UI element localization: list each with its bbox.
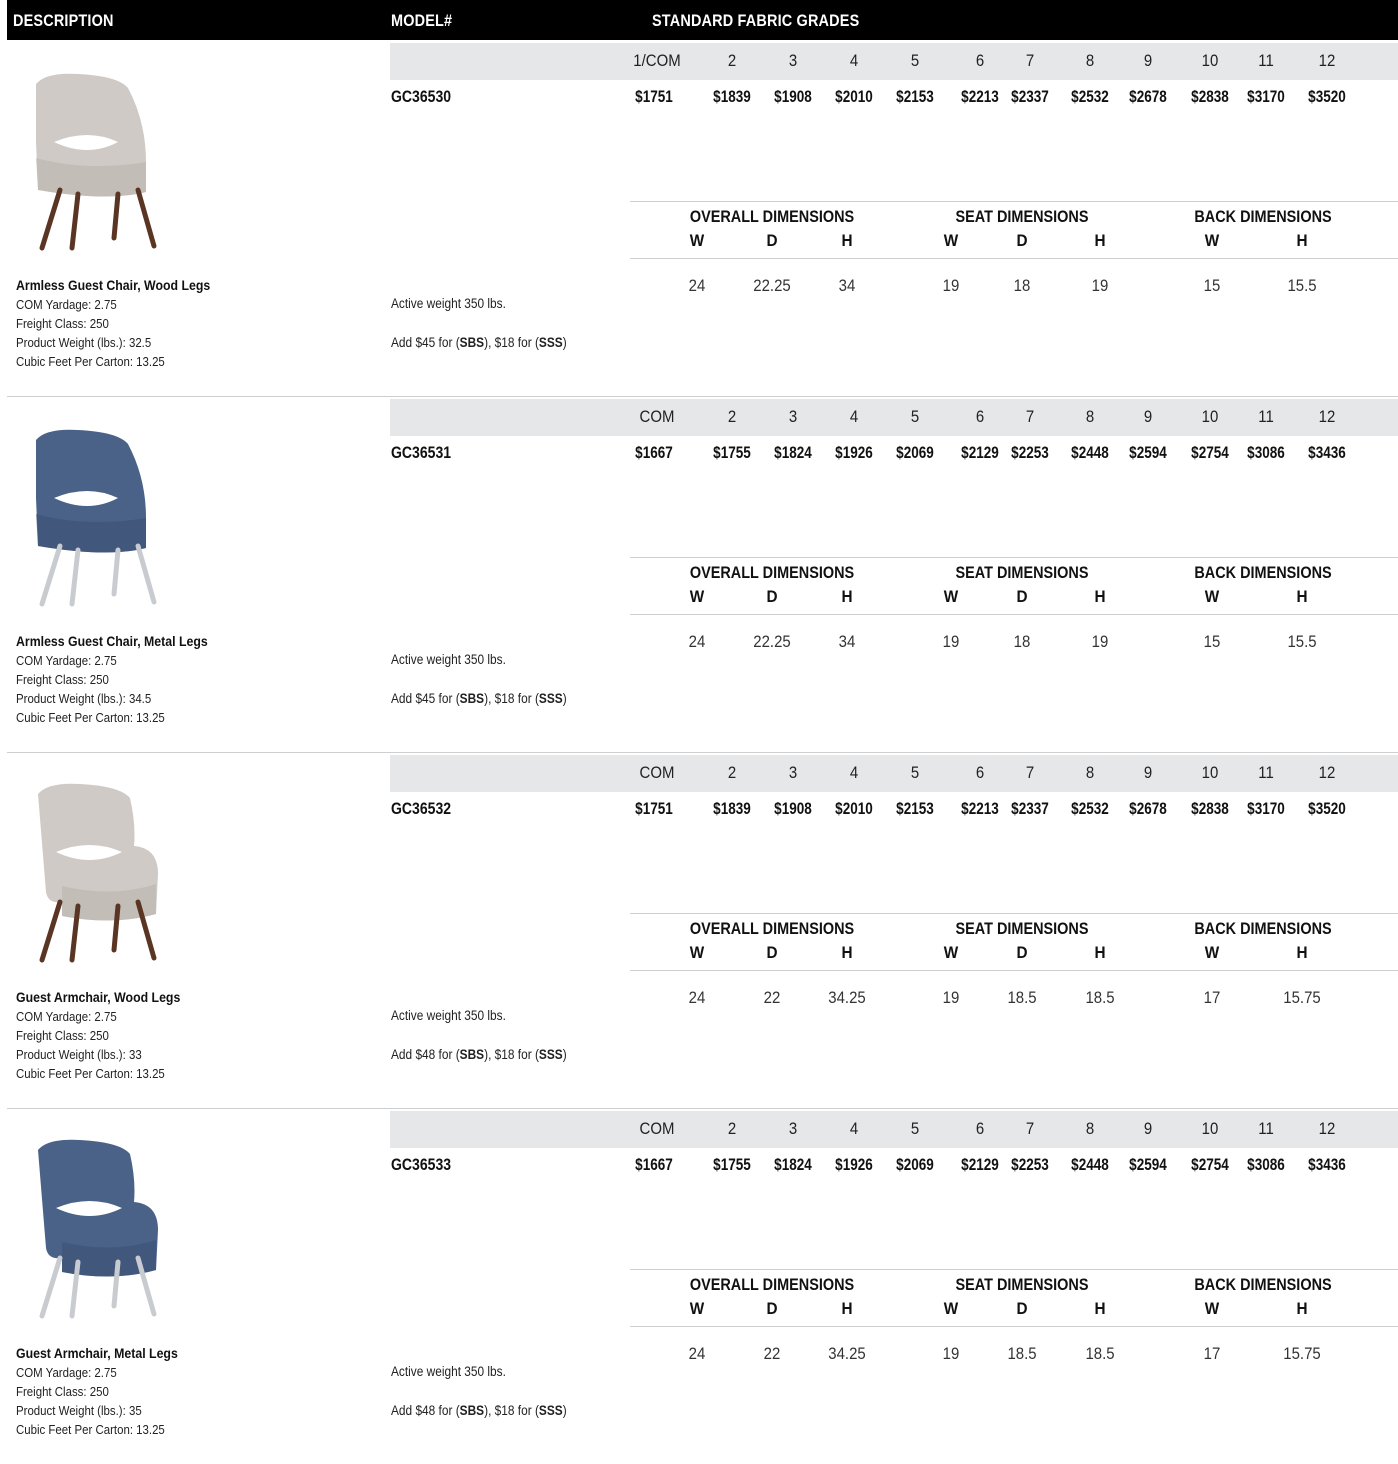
grade-label: 11 [1258, 51, 1274, 70]
sss-code: SSS [538, 1403, 563, 1418]
grade-label: 4 [849, 51, 859, 70]
product-description [16, 988, 180, 1083]
price-cell: $3170 [1247, 800, 1285, 818]
seat-dimensions-title: SEAT DIMENSIONS [955, 207, 1089, 226]
price-cell: $1755 [713, 444, 751, 462]
seat-dimensions-title: SEAT DIMENSIONS [955, 919, 1089, 938]
product-title: Armless Guest Chair, Metal Legs [16, 633, 208, 649]
active-weight-note: Active weight 350 lbs. [391, 1364, 506, 1379]
overall-dimension-value: 34 [838, 632, 856, 651]
grade-label: 5 [910, 763, 920, 782]
back-dimension-value: 15.5 [1287, 276, 1317, 295]
seat-dimension-value: 18.5 [1007, 988, 1037, 1007]
dim-d-label: D [1016, 943, 1028, 962]
row-divider [7, 1108, 1398, 1109]
overall-dimensions-title: OVERALL DIMENSIONS [689, 919, 855, 938]
product-description [16, 1344, 178, 1439]
seat-dimensions-title: SEAT DIMENSIONS [955, 1275, 1089, 1294]
seat-dimension-value: 19 [942, 988, 960, 1007]
grade-bar [390, 755, 1398, 792]
product-title: Guest Armchair, Metal Legs [16, 1345, 178, 1361]
product-row [0, 1108, 1398, 1464]
add-suffix: ) [562, 1403, 567, 1418]
grade-label: 1/COM [633, 51, 681, 70]
grade-label: 5 [910, 1119, 920, 1138]
dim-w-label: W [689, 943, 705, 962]
price-cell: $1824 [774, 1156, 812, 1174]
sss-code: SSS [538, 691, 563, 706]
add-option-note [391, 691, 567, 706]
sss-code: SSS [538, 335, 563, 350]
model-number: GC36533 [391, 1156, 452, 1174]
price-cell: $2213 [961, 88, 999, 106]
grade-label: 7 [1025, 51, 1035, 70]
armchair-wood-legs-icon [18, 774, 188, 964]
grade-label: 4 [849, 407, 859, 426]
grade-bar [390, 1111, 1398, 1148]
dim-d-label: D [766, 943, 778, 962]
price-cell: $1839 [713, 800, 751, 818]
grade-label: 7 [1025, 1119, 1035, 1138]
overall-dimension-value: 22.25 [753, 632, 791, 651]
back-dimension-value: 15.75 [1283, 988, 1321, 1007]
price-cell: $1926 [835, 1156, 873, 1174]
dim-w-label: W [1204, 943, 1220, 962]
price-cell: $1926 [835, 444, 873, 462]
overall-dimensions-title: OVERALL DIMENSIONS [689, 563, 855, 582]
back-dimension-value: 15.75 [1283, 1344, 1321, 1363]
dim-w-label: W [689, 231, 705, 250]
grade-label: 11 [1258, 763, 1274, 782]
grade-label: 6 [975, 51, 985, 70]
sbs-code: SBS [459, 691, 485, 706]
grade-label: 2 [727, 51, 737, 70]
model-number: GC36532 [391, 800, 452, 818]
dim-d-label: D [766, 231, 778, 250]
dim-h-label: H [1094, 1299, 1106, 1318]
add-mid: ), $18 for ( [484, 335, 539, 350]
dim-w-label: W [943, 231, 959, 250]
product-image [18, 418, 188, 608]
product-description [16, 276, 210, 371]
price-cell: $2337 [1011, 800, 1049, 818]
grade-label: 12 [1318, 763, 1336, 782]
spec-line: Freight Class: 250 [16, 672, 109, 687]
grade-label: 10 [1201, 407, 1219, 426]
product-image [18, 774, 188, 964]
dim-d-label: D [766, 1299, 778, 1318]
dim-h-label: H [1296, 1299, 1308, 1318]
spec-line: Product Weight (lbs.): 32.5 [16, 335, 152, 350]
dim-h-label: H [1296, 231, 1308, 250]
grade-label: COM [639, 407, 675, 426]
dim-divider-top [630, 557, 1398, 558]
grade-label: 3 [788, 51, 798, 70]
seat-dimension-value: 19 [942, 276, 960, 295]
dim-h-label: H [841, 587, 853, 606]
spec-line: Cubic Feet Per Carton: 13.25 [16, 1422, 165, 1437]
grade-label: COM [639, 1119, 675, 1138]
product-row [0, 752, 1398, 1108]
add-suffix: ) [562, 1047, 567, 1062]
product-image [18, 1130, 188, 1320]
overall-dimensions-title: OVERALL DIMENSIONS [689, 1275, 855, 1294]
grade-label: 8 [1085, 51, 1095, 70]
grade-label: 6 [975, 407, 985, 426]
add-prefix: Add $45 for ( [391, 335, 460, 350]
model-number: GC36531 [391, 444, 452, 462]
dim-w-label: W [689, 1299, 705, 1318]
active-weight-note: Active weight 350 lbs. [391, 1008, 506, 1023]
overall-dimension-value: 34.25 [828, 988, 866, 1007]
overall-dimension-value: 24 [688, 1344, 706, 1363]
armless-chair-wood-legs-icon [18, 62, 188, 252]
price-cell: $2069 [896, 444, 934, 462]
product-row [0, 40, 1398, 396]
spec-line: Cubic Feet Per Carton: 13.25 [16, 1066, 165, 1081]
price-cell: $1908 [774, 88, 812, 106]
dim-d-label: D [1016, 587, 1028, 606]
grade-bar [390, 399, 1398, 436]
overall-dimension-value: 24 [688, 276, 706, 295]
grade-label: 10 [1201, 763, 1219, 782]
dim-divider-top [630, 1269, 1398, 1270]
price-cell: $2129 [961, 444, 999, 462]
grade-label: 5 [910, 51, 920, 70]
price-cell: $3520 [1308, 800, 1346, 818]
model-header: MODEL# [391, 11, 453, 30]
price-cell: $2448 [1071, 444, 1109, 462]
grade-label: 12 [1318, 1119, 1336, 1138]
seat-dimension-value: 18 [1013, 276, 1031, 295]
table-header [7, 0, 1398, 40]
price-cell: $1667 [635, 444, 673, 462]
price-cell: $2754 [1191, 1156, 1229, 1174]
price-cell: $2213 [961, 800, 999, 818]
grade-label: 8 [1085, 407, 1095, 426]
dim-d-label: D [766, 587, 778, 606]
grade-label: 10 [1201, 51, 1219, 70]
spec-line: Cubic Feet Per Carton: 13.25 [16, 354, 165, 369]
add-mid: ), $18 for ( [484, 1403, 539, 1418]
dim-w-label: W [1204, 231, 1220, 250]
product-image [18, 62, 188, 252]
dim-divider-top [630, 913, 1398, 914]
add-suffix: ) [562, 335, 567, 350]
seat-dimension-value: 18.5 [1085, 988, 1115, 1007]
seat-dimensions-title: SEAT DIMENSIONS [955, 563, 1089, 582]
back-dimensions-title: BACK DIMENSIONS [1194, 563, 1332, 582]
price-cell: $1755 [713, 1156, 751, 1174]
price-cell: $2253 [1011, 1156, 1049, 1174]
row-divider [7, 396, 1398, 397]
price-cell: $3086 [1247, 444, 1285, 462]
dim-w-label: W [943, 943, 959, 962]
dim-divider-bottom [630, 1326, 1398, 1327]
price-cell: $1908 [774, 800, 812, 818]
dim-w-label: W [689, 587, 705, 606]
grade-label: 6 [975, 763, 985, 782]
price-cell: $2153 [896, 88, 934, 106]
add-prefix: Add $48 for ( [391, 1403, 460, 1418]
dim-h-label: H [841, 231, 853, 250]
seat-dimension-value: 19 [942, 1344, 960, 1363]
price-cell: $2838 [1191, 88, 1229, 106]
seat-dimension-value: 18 [1013, 632, 1031, 651]
spec-line: Cubic Feet Per Carton: 13.25 [16, 710, 165, 725]
seat-dimension-value: 19 [942, 632, 960, 651]
dim-h-label: H [841, 943, 853, 962]
add-suffix: ) [562, 691, 567, 706]
dim-divider-top [630, 201, 1398, 202]
spec-line: COM Yardage: 2.75 [16, 653, 117, 668]
grade-label: 9 [1143, 1119, 1153, 1138]
fabric-grades-header: STANDARD FABRIC GRADES [652, 11, 860, 30]
grade-label: COM [639, 763, 675, 782]
add-mid: ), $18 for ( [484, 691, 539, 706]
add-option-note [391, 1403, 567, 1418]
grade-label: 2 [727, 1119, 737, 1138]
add-mid: ), $18 for ( [484, 1047, 539, 1062]
price-cell: $2153 [896, 800, 934, 818]
dim-w-label: W [943, 1299, 959, 1318]
grade-label: 3 [788, 1119, 798, 1138]
product-description [16, 632, 208, 727]
price-cell: $2253 [1011, 444, 1049, 462]
price-cell: $3436 [1308, 1156, 1346, 1174]
price-cell: $3520 [1308, 88, 1346, 106]
overall-dimensions-title: OVERALL DIMENSIONS [689, 207, 855, 226]
product-title: Guest Armchair, Wood Legs [16, 989, 181, 1005]
price-cell: $3170 [1247, 88, 1285, 106]
price-cell: $1824 [774, 444, 812, 462]
price-cell: $1751 [635, 88, 673, 106]
dim-h-label: H [841, 1299, 853, 1318]
price-cell: $3086 [1247, 1156, 1285, 1174]
back-dimension-value: 15 [1203, 632, 1221, 651]
overall-dimension-value: 24 [688, 632, 706, 651]
overall-dimension-value: 24 [688, 988, 706, 1007]
spec-line: Freight Class: 250 [16, 316, 109, 331]
price-cell: $2838 [1191, 800, 1229, 818]
grade-label: 12 [1318, 51, 1336, 70]
overall-dimension-value: 22 [763, 988, 781, 1007]
dim-h-label: H [1296, 943, 1308, 962]
active-weight-note: Active weight 350 lbs. [391, 296, 506, 311]
back-dimensions-title: BACK DIMENSIONS [1194, 919, 1332, 938]
dim-h-label: H [1296, 587, 1308, 606]
price-cell: $2678 [1129, 800, 1167, 818]
grade-label: 9 [1143, 763, 1153, 782]
grade-label: 7 [1025, 407, 1035, 426]
product-title: Armless Guest Chair, Wood Legs [16, 277, 211, 293]
grade-label: 2 [727, 407, 737, 426]
sbs-code: SBS [459, 1047, 485, 1062]
spec-line: COM Yardage: 2.75 [16, 1365, 117, 1380]
spec-line: COM Yardage: 2.75 [16, 1009, 117, 1024]
grade-bar [390, 43, 1398, 80]
add-prefix: Add $45 for ( [391, 691, 460, 706]
back-dimensions-title: BACK DIMENSIONS [1194, 207, 1332, 226]
dim-h-label: H [1094, 231, 1106, 250]
price-cell: $2532 [1071, 800, 1109, 818]
overall-dimension-value: 22 [763, 1344, 781, 1363]
grade-label: 4 [849, 1119, 859, 1138]
grade-label: 6 [975, 1119, 985, 1138]
price-cell: $2532 [1071, 88, 1109, 106]
price-cell: $1839 [713, 88, 751, 106]
price-cell: $2337 [1011, 88, 1049, 106]
armless-chair-metal-legs-icon [18, 418, 188, 608]
spec-line: Product Weight (lbs.): 34.5 [16, 691, 152, 706]
spec-line: COM Yardage: 2.75 [16, 297, 117, 312]
grade-label: 7 [1025, 763, 1035, 782]
grade-label: 5 [910, 407, 920, 426]
dim-w-label: W [1204, 587, 1220, 606]
description-header: DESCRIPTION [13, 11, 114, 30]
spec-line: Product Weight (lbs.): 33 [16, 1047, 142, 1062]
seat-dimension-value: 19 [1091, 632, 1109, 651]
back-dimension-value: 15.5 [1287, 632, 1317, 651]
sss-code: SSS [538, 1047, 563, 1062]
grade-label: 10 [1201, 1119, 1219, 1138]
price-cell: $2069 [896, 1156, 934, 1174]
price-cell: $2678 [1129, 88, 1167, 106]
dim-divider-bottom [630, 970, 1398, 971]
back-dimension-value: 17 [1203, 988, 1221, 1007]
overall-dimension-value: 22.25 [753, 276, 791, 295]
back-dimension-value: 15 [1203, 276, 1221, 295]
row-divider [7, 752, 1398, 753]
dim-h-label: H [1094, 943, 1106, 962]
spec-line: Product Weight (lbs.): 35 [16, 1403, 142, 1418]
dim-h-label: H [1094, 587, 1106, 606]
price-cell: $2594 [1129, 444, 1167, 462]
sbs-code: SBS [459, 335, 485, 350]
dim-divider-bottom [630, 614, 1398, 615]
dim-d-label: D [1016, 231, 1028, 250]
dim-divider-bottom [630, 258, 1398, 259]
armchair-metal-legs-icon [18, 1130, 188, 1320]
price-cell: $2594 [1129, 1156, 1167, 1174]
price-cell: $1751 [635, 800, 673, 818]
add-option-note [391, 1047, 567, 1062]
grade-label: 4 [849, 763, 859, 782]
price-cell: $2010 [835, 88, 873, 106]
dim-d-label: D [1016, 1299, 1028, 1318]
active-weight-note: Active weight 350 lbs. [391, 652, 506, 667]
grade-label: 8 [1085, 763, 1095, 782]
grade-label: 9 [1143, 51, 1153, 70]
dim-w-label: W [943, 587, 959, 606]
grade-label: 11 [1258, 407, 1274, 426]
grade-label: 3 [788, 763, 798, 782]
seat-dimension-value: 18.5 [1007, 1344, 1037, 1363]
price-cell: $2448 [1071, 1156, 1109, 1174]
seat-dimension-value: 18.5 [1085, 1344, 1115, 1363]
overall-dimension-value: 34 [838, 276, 856, 295]
sbs-code: SBS [459, 1403, 485, 1418]
price-cell: $3436 [1308, 444, 1346, 462]
price-cell: $2010 [835, 800, 873, 818]
price-cell: $1667 [635, 1156, 673, 1174]
grade-label: 8 [1085, 1119, 1095, 1138]
seat-dimension-value: 19 [1091, 276, 1109, 295]
product-row [0, 396, 1398, 752]
add-option-note [391, 335, 567, 350]
spec-line: Freight Class: 250 [16, 1384, 109, 1399]
overall-dimension-value: 34.25 [828, 1344, 866, 1363]
grade-label: 9 [1143, 407, 1153, 426]
dim-w-label: W [1204, 1299, 1220, 1318]
spec-line: Freight Class: 250 [16, 1028, 109, 1043]
price-cell: $2129 [961, 1156, 999, 1174]
model-number: GC36530 [391, 88, 452, 106]
back-dimensions-title: BACK DIMENSIONS [1194, 1275, 1332, 1294]
grade-label: 12 [1318, 407, 1336, 426]
back-dimension-value: 17 [1203, 1344, 1221, 1363]
grade-label: 2 [727, 763, 737, 782]
price-cell: $2754 [1191, 444, 1229, 462]
grade-label: 3 [788, 407, 798, 426]
add-prefix: Add $48 for ( [391, 1047, 460, 1062]
grade-label: 11 [1258, 1119, 1274, 1138]
